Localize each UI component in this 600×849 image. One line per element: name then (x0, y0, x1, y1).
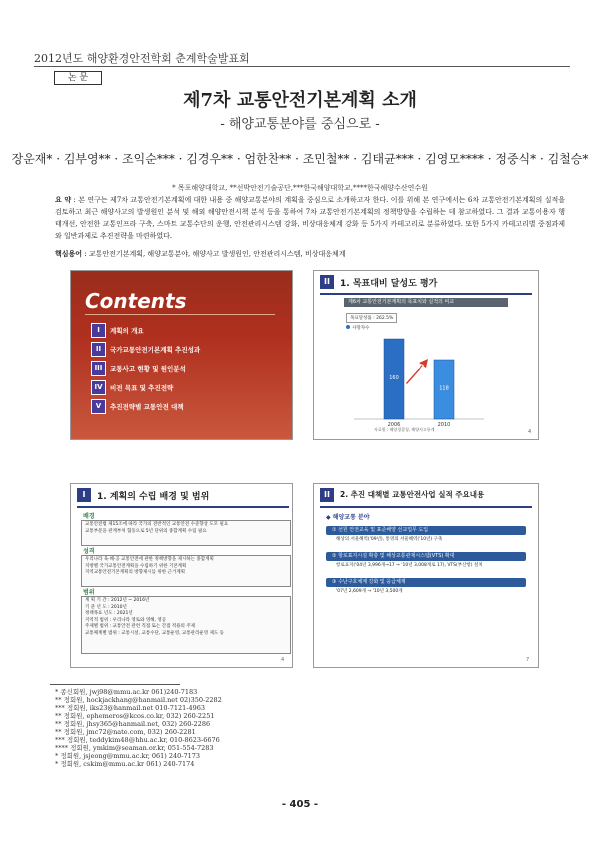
slide-title: 2. 추진 대책별 교통안전사업 실적 주요내용 (340, 490, 485, 499)
section-box (81, 555, 291, 587)
contents-item-label: 추진전략별 교통안전 대책 (110, 403, 184, 411)
footnote: * 정회원, jsjeong@mmu.ac.kr, 061) 240-7173 (55, 752, 201, 760)
contents-item-label: 비전 목표 및 추진전략 (110, 384, 174, 392)
section-box (81, 596, 291, 654)
slide-page-number: 4 (281, 657, 285, 663)
contents-item-label: 국가교통안전기본계획 추진성과 (110, 346, 201, 354)
slide-plan-background (70, 483, 293, 668)
footnote: *** 정회원, teddykim48@hhu.ac.kr, 010-8623-6676 (55, 736, 220, 744)
slide-achievement-chart (313, 270, 539, 440)
contents-item (91, 323, 221, 336)
footnote: **** 정회원, ymkim@seaman.or.kr, 051-554-7283 (55, 744, 214, 752)
section-roman: II (320, 488, 334, 502)
contents-divider (85, 314, 275, 315)
result-block-row: '07년 2,609개 → '10년 3,500개 (336, 589, 403, 594)
footnote: * 정회원, cskim@mmu.ac.kr 061) 240-7174 (55, 760, 195, 768)
paper-type-tag: 논 문 (54, 71, 102, 85)
result-block-heading: ① 선원 안전교육 및 표준해양 선교업무 도입 (326, 526, 526, 535)
category-label: 2006 (387, 422, 401, 428)
legend-series-label: 사망자수 (352, 326, 370, 331)
footnote: * 종신회원, jwj98@mmu.ac.kr 061)240-7183 (55, 688, 198, 696)
section-label (326, 512, 370, 521)
result-block (326, 526, 526, 544)
contents-item (91, 361, 221, 374)
contents-item-number: V (91, 399, 106, 414)
contents-item-number: I (91, 323, 106, 338)
abstract (55, 194, 565, 242)
category-label: 2010 (437, 422, 451, 428)
section-heading: 성격 (83, 548, 95, 555)
section-item: 교통체계별 범위 : 교통시설, 교통수단, 교통운영, 교통관리운영 제도 등 (85, 630, 224, 636)
section-item: 우리나라 육·해·공 교통안전에 관한 정책방향을 제시하는 종합계획 (85, 557, 214, 562)
contents-title: Contents (85, 289, 187, 313)
section-item: 지역적 범위 : 우리나라 영토와 영해, 영공 (85, 617, 167, 623)
legend-rate: 목표달성률 : 262.5% (346, 313, 397, 323)
slide-page-number: 4 (528, 429, 532, 435)
contents-item-number: III (91, 361, 106, 376)
paper-subtitle: - 해양교통분야를 중심으로 - (220, 117, 380, 132)
section-roman: I (77, 488, 91, 502)
footnote: ** 정회원, ephemeros@kcos.co.kr, 032) 260-2251 (55, 712, 215, 720)
section-heading: 배경 (83, 513, 95, 520)
keywords-label: 핵심용어 (55, 249, 83, 258)
section-label-text: 해양교통 분야 (332, 514, 370, 521)
header-bar (320, 506, 532, 508)
annotation-label: 42 (415, 364, 425, 371)
decrease-arrow-icon (406, 359, 428, 384)
section-item: 계 획 기 간 : 2012년 ~ 2016년 (85, 598, 150, 603)
footnote: ** 정회원, jhsy365@hanmail.net, 032) 260-2286 (55, 720, 211, 728)
header-bar (77, 506, 289, 508)
keywords-text: : 교통안전기본계획, 해양교통분야, 해양사고 발생원인, 안전관리시스템, 비상대응체계 (84, 250, 346, 258)
author-list: 장운재* · 김부영** · 조익순*** · 김경우** · 엄한찬** · 조민철** · 김태균*** · 김영모**** · 정중식* · 김철승* (11, 152, 589, 166)
page-number: - 405 - (281, 799, 319, 810)
slide-page-number: 7 (526, 657, 530, 663)
section-box (81, 520, 291, 546)
result-block (326, 578, 526, 596)
paper-title: 제7차 교통안전기본계획 소개 (183, 90, 417, 111)
contents-item (91, 399, 221, 412)
footnote: ** 정회원, jmc72@nate.com, 032) 260-2281 (55, 728, 196, 736)
contents-item-label: 계획의 개요 (110, 327, 144, 335)
section-item: 정책목표 년도 : 2021년 (85, 611, 133, 616)
abstract-label: 요 약 (55, 195, 72, 204)
contents-item-number: II (91, 342, 106, 357)
section-item: 지방별 국가교통안전계획을 수립하기 위한 기본계획 (85, 563, 187, 569)
affiliations: * 목포해양대학교, **선박안전기술공단,***한국해양대학교,****한국해양수산연수원 (172, 184, 428, 192)
slide-maritime-results (313, 483, 539, 668)
result-block-row: 해상의 서울해역('09년), 통영의 서울해역('10년) 구축 (336, 537, 443, 542)
bar-value-label: 118 (439, 385, 449, 392)
result-block-heading: ② 항로표지시설 확충 및 해상교통관제시스템(VTS) 확대 (326, 552, 526, 561)
chart-source-note: 자료원 : 해양경찰청, 해양사고통계 (374, 427, 435, 432)
slide-contents (70, 270, 293, 440)
slide-header (314, 484, 538, 506)
bar-chart (314, 271, 538, 439)
conference-header: 2012년도 해양환경안전학회 춘계학술발표회 (34, 52, 250, 65)
header-divider (34, 66, 570, 67)
result-block (326, 552, 526, 570)
section-item: 교통안전법 제15조에 따라 국가의 전반적인 교통안전 수준향상 도모 필요 (85, 522, 229, 527)
section-item: 교통부문을 관계부처 협동으로 5년 단위의 종합계획 수립 필요 (85, 528, 207, 534)
footnote: ** 정회원, hockjackhang@hanmail.net 02)350-2282 (55, 696, 222, 704)
slide-title: 1. 계획의 수립 배경 및 범위 (97, 492, 210, 502)
abstract-text: : 본 연구는 제7차 교통안전기본계획에 대한 내용 중 해양교통분야의 계획을 중심으로 소개하고자 한다. 이를 위해 본 연구에서는 6차 교통안전기본계획의 실적을 검토하고 최근 해양사고의 발생원인 분석 및 해외 해양안전시책 분석 등을 통하여 7차 교통안전기본계획의 정책방향을 수립하는 데 참고하였다. 그 결과 교통이용자 행태개선, 안전한 교통인프라 구축, 스마트 교통수단의 운행, 안전관리시스템 강화, 비상대응체계 강화 등 5가지 카테고리로 분류하였다. 또한 5가지 카테고리별 중점과제와 일반과제로 추진전략을 마련하였다. (55, 196, 566, 240)
section-item: 지역교통안전기본계획의 방향제시를 위한 근거계획 (85, 570, 185, 575)
section-roman: II (320, 275, 334, 289)
section-item: 주제별 범위 : 교통안전 관련 직접 또는 간접 적용의 주제 (85, 624, 196, 629)
footnote-divider (50, 684, 180, 685)
contents-item-label: 교통사고 현황 및 원인분석 (110, 365, 186, 373)
footnote: *** 정회원, iks23@hanmail.net 010-7121-4963 (55, 704, 206, 712)
contents-item (91, 380, 221, 393)
keywords (55, 249, 565, 259)
diamond-icon: ◆ (326, 514, 333, 521)
contents-item-number: IV (91, 380, 106, 395)
slide-title: 1. 목표대비 달성도 평가 (340, 279, 438, 289)
section-item: 기 준 년 도 : 2010년 (85, 604, 127, 610)
slide-header (71, 484, 292, 506)
contents-item (91, 342, 221, 355)
bar-value-label: 160 (389, 375, 399, 381)
result-block-row: 항로표지('04년 3,996개→17 → '10년 3,008개로 17), VTS(부산항) 설치 (336, 563, 483, 568)
result-block-heading: ③ 수난구호체계 강화 및 응급체계 (326, 578, 526, 587)
chart-banner: 제6차 교통안전기본계획의 목표치와 실적의 비교 (344, 298, 508, 307)
section-heading: 범위 (83, 589, 95, 596)
